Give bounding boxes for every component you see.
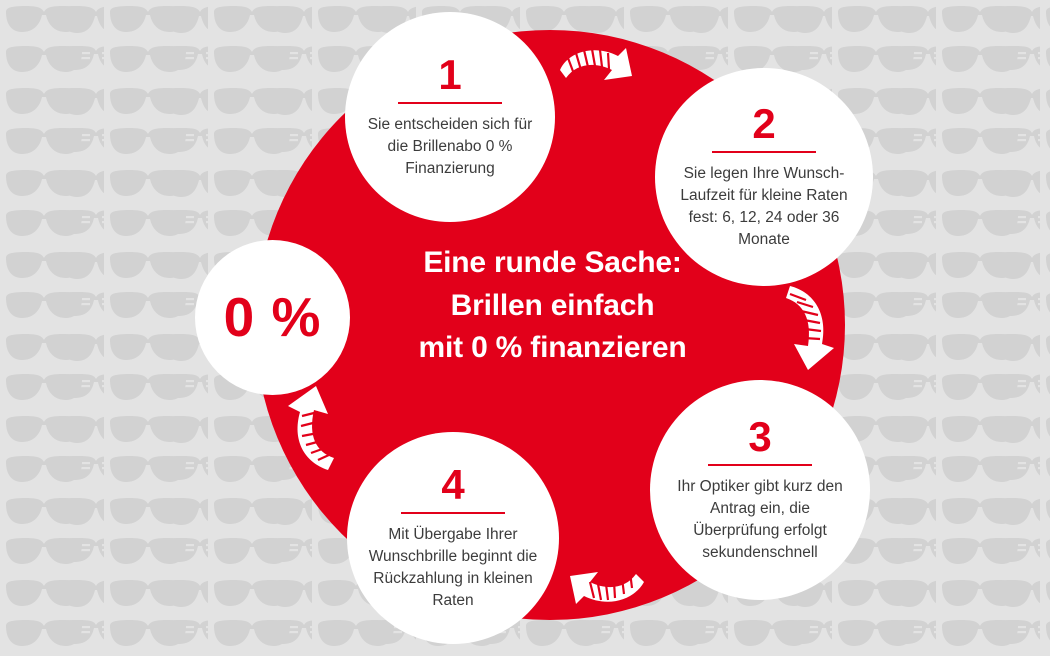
zero-percent-badge <box>195 240 350 395</box>
step-number-4: 4 <box>441 461 465 508</box>
center-headline <box>380 242 725 370</box>
arrow-step2-to-step3 <box>760 282 838 374</box>
step-bubble-1 <box>345 12 555 222</box>
step-text-1: Sie entscheiden sich für die Brillenabo 0 % Finanzierung <box>367 116 533 177</box>
arrow-step1-to-step2 <box>556 42 646 112</box>
step-number-1: 1 <box>438 51 462 98</box>
zero-percent-label: 0 % <box>223 286 322 348</box>
headline-line-1: Eine runde Sache: <box>423 246 682 279</box>
arrow-step4-to-step1 <box>278 386 366 474</box>
headline-line-3: mit 0 % finanzieren <box>418 331 687 365</box>
step-divider-3 <box>708 464 812 466</box>
step-number-2: 2 <box>752 100 776 147</box>
step-bubble-4 <box>347 432 559 644</box>
step-divider-4 <box>401 512 505 514</box>
headline-line-2: Brillen einfach <box>450 288 655 322</box>
step-bubble-3 <box>650 380 870 600</box>
step-divider-2 <box>712 151 816 153</box>
step-number-3: 3 <box>748 413 772 460</box>
step-text-3: Ihr Optiker gibt kurz den Antrag ein, die Überprüfung erfolgt sekundenschnell <box>677 478 843 561</box>
step-text-4: Mit Übergabe Ihrer Wunschbrille beginnt die Rückzahlung in kleinen Raten <box>368 526 538 609</box>
step-text-2: Sie legen Ihre Wunsch-Laufzeit für kleine Raten fest: 6, 12, 24 oder 36 Monate <box>680 165 848 248</box>
arrow-step3-to-step4 <box>552 538 648 610</box>
step-divider-1 <box>398 102 502 104</box>
